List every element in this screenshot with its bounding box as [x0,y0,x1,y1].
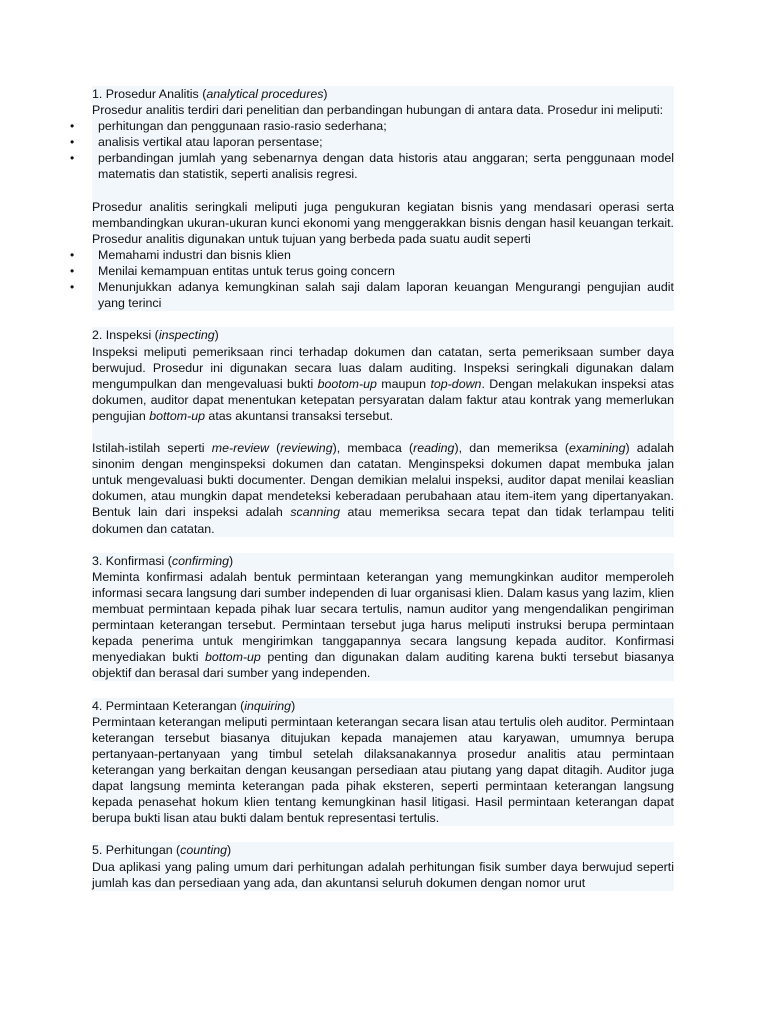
paragraph: Prosedur analitis seringkali meliputi juga pengukuran kegiatan bisnis yang mendasari operasi serta membandingkan ukuran-ukuran kunci ekonomi yang menggerakkan bisnis dengan hasil keuangan terkait. Prosedur analitis digunakan untuk tujuan yang berbeda pada suatu audit seperti [92,199,674,246]
bullet-list [70,118,674,182]
paragraph [92,344,674,424]
bullet-icon: • [70,264,75,279]
list-item-text: perhitungan dan penggunaan rasio-rasio sederhana; [98,119,387,134]
heading-close: ) [229,553,234,568]
text-run: ), dan memeriksa ( [454,441,569,456]
text-run-italic: reading [413,441,455,456]
heading-number: 3. Konfirmasi ( [92,553,172,568]
heading-term: analytical procedures [206,87,324,101]
section-inspecting [92,327,674,536]
section-heading [92,553,674,569]
text-run-italic: top-down [430,376,482,391]
section-counting [92,842,674,890]
document-body [70,86,674,891]
paragraph: Permintaan keterangan meliputi permintaan keterangan secara lisan atau tertulis oleh auditor. Permintaan keterangan tersebut biasanya ditujukan kepada manajemen atau karyawan, umumnya berupa pertanyaan-pertanyaan yang timbul setelah dilaksanakannya prosedur analitis atau permintaan keterangan yang berkaitan dengan keusangan persediaan atau piutang yang dapat ditagih. Auditor juga dapat langsung meminta keterangan pada pihak eksteren, seperti permintaan keterangan langsung kepada penasehat hokum klien tentang kemungkinan hasil litigasi. Hasil permintaan keterangan dapat berupa bukti lisan atau bukti dalam bentuk representasi tertulis. [92,714,674,826]
heading-number: 2. Inspeksi ( [92,328,159,343]
list-item-text: Menilai kemampuan entitas untuk terus going concern [98,264,395,279]
bullet-icon: • [70,247,75,262]
text-run: . Dengan melakukan inspeksi atas dokumen, auditor dapat menentukan ketepatan persyaratan dalam faktur atau kontrak yang memerlukan pengujian [92,376,674,423]
section-inquiring [92,698,674,827]
list-item [70,118,674,134]
list-item [70,134,674,150]
text-run: ( [268,441,281,456]
bullet-list [70,247,674,311]
heading-close: ) [214,328,219,343]
text-run-italic: bottom-up [149,408,205,423]
heading-number: 1. Prosedur Analitis ( [92,87,207,101]
text-run-italic: me-review [211,441,269,456]
heading-number: 5. Perhitungan ( [92,843,181,858]
text-run: penting dan digunakan dalam auditing karena bukti tersebut biasanya objektif dan berasal dari sumber yang independen. [92,650,674,681]
text-run: atau memeriksa secara tepat dan tidak terlampau teliti dokumen dan catatan. [92,505,674,536]
section-heading [92,842,674,858]
list-item [70,247,674,263]
section-confirming [92,553,674,682]
heading-close: ) [323,87,328,101]
text-run: Meminta konfirmasi adalah bentuk permintaan keterangan yang memungkinkan auditor memperoleh informasi secara langsung dari sumber independen di luar organisasi klien. Dalam kasus yang lazim, klien membuat permintaan kepada pihak luar secara tertulis, namun auditor yang mengendalikan pengiriman permintaan keterangan tersebut. Permintaan tersebut juga harus meliputi instruksi berupa permintaan kepada penerima untuk mengirimkan tanggapannya secara langsung kepada auditor. Konfirmasi menyediakan bukti [92,569,674,665]
text-run: Istilah-istilah seperti [92,441,212,456]
heading-term: inspecting [158,328,215,343]
bullet-icon: • [70,119,75,134]
list-item-text: Menunjukkan adanya kemungkinan salah saji dalam laporan keuangan Mengurangi pengujian audit yang terinci [98,280,674,311]
paragraph [92,569,674,682]
heading-close: ) [227,843,232,858]
paragraph [92,440,674,537]
heading-term: inquiring [244,698,292,713]
text-run: atas akuntansi transaksi tersebut. [204,408,394,423]
text-run-italic: bootom-up [317,376,377,391]
text-run-italic: reviewing [280,441,333,456]
list-item [70,263,674,279]
list-item [70,150,674,182]
bullet-icon: • [70,151,75,166]
text-run: ) adalah sinonim dengan menginspeksi dokumen dan catatan. Menginspeksi dokumen dapat membuka jalan untuk mengevaluasi bukti documenter. Dengan demikian melalui inspeksi, auditor dapat menilai keaslian dokumen, atau mungkin dapat mendeteksi keberadaan perubahaan atau item-item yang dipertanyakan. Bentuk lain dari inspeksi adalah [92,441,674,520]
section-heading [92,698,674,714]
list-item-text: perbandingan jumlah yang sebenarnya dengan data historis atau anggaran; serta penggunaan model matematis dan statistik, seperti analisis regresi. [98,151,674,182]
paragraph: Dua aplikasi yang paling umum dari perhitungan adalah perhitungan fisik sumber daya berwujud seperti jumlah kas dan persediaan yang ada, dan akuntansi seluruh dokumen dengan nomor urut [92,859,674,890]
section-heading [92,327,674,343]
heading-close: ) [291,698,296,713]
list-item-text: Memahami industri dan bisnis klien [98,247,291,262]
list-item-text: analisis vertikal atau laporan persentase; [98,135,323,150]
section-heading [92,86,674,102]
text-run: maupun [376,376,431,391]
text-run-italic: scanning [290,505,340,520]
heading-term: confirming [171,553,230,568]
text-run-italic: examining [568,441,626,456]
list-item [70,279,674,311]
text-run: ), membaca ( [332,441,414,456]
heading-term: counting [180,843,228,858]
heading-number: 4. Permintaan Keterangan ( [92,698,245,713]
text-run-italic: bottom-up [205,650,261,665]
bullet-icon: • [70,135,75,150]
paragraph: Prosedur analitis terdiri dari penelitian dan perbandingan hubungan di antara data. Prosedur ini meliputi: [92,103,664,118]
text-run: Inspeksi meliputi pemeriksaan rinci terhadap dokumen dan catatan, serta pemeriksaan sumber daya berwujud. Prosedur ini digunakan secara luas dalam auditing. Inspeksi seringkali digunakan dalam mengumpulkan dan mengevaluasi bukti [92,344,674,391]
bullet-icon: • [70,280,75,295]
section-analytical-procedures [70,86,674,311]
